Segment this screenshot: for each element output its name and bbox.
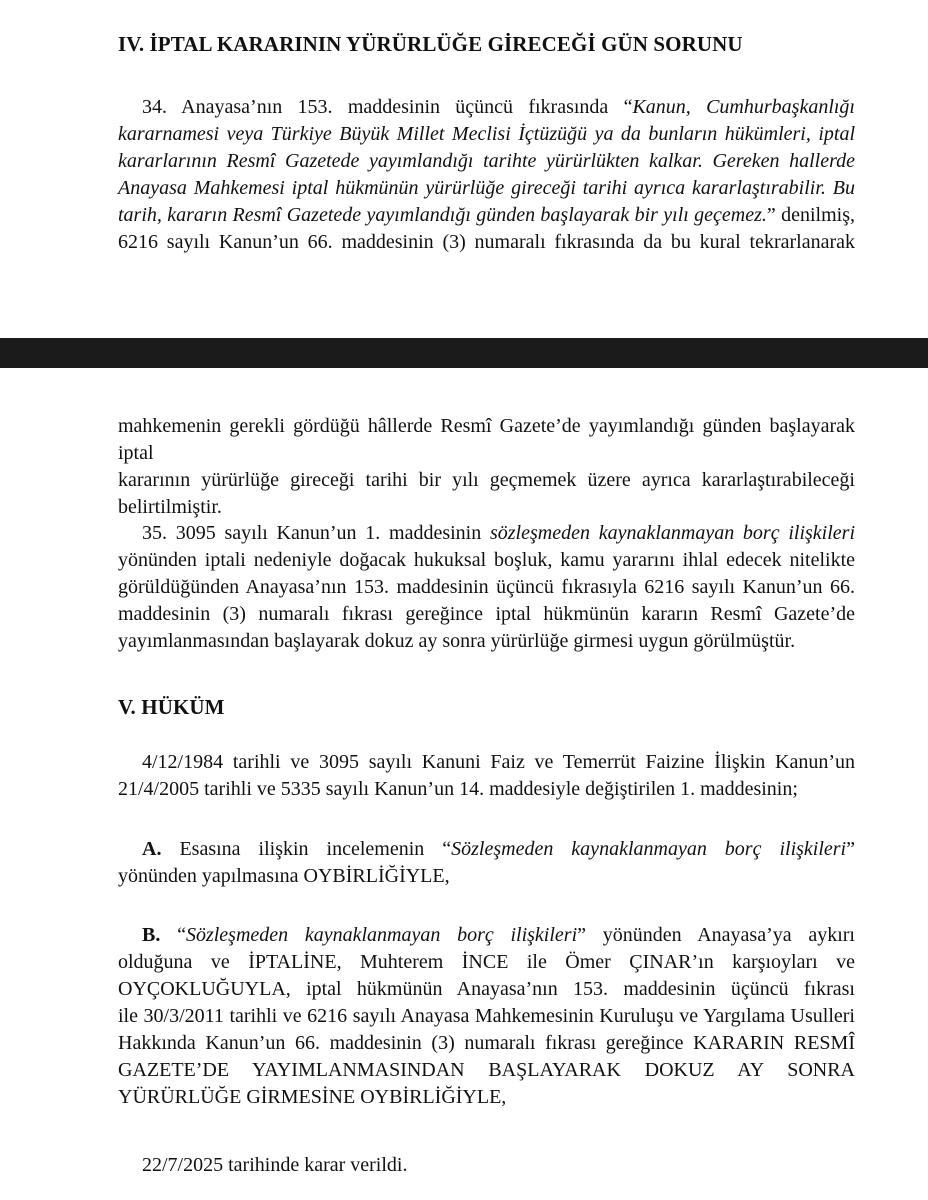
p34-line-4: Anayasa Mahkemesi iptal hükmünün yürürlüğe gireceği tarihi ayrıca kararlaştırabilir. Bu bbox=[118, 177, 855, 199]
p34-line-1: 34. Anayasa’nın 153. maddesinin üçüncü fıkrasında “Kanun, Cumhurbaşkanlığı bbox=[142, 96, 855, 118]
item-b-line-7: YÜRÜRLÜĞE GİRMESİNE OYBİRLİĞİYLE, bbox=[118, 1086, 507, 1108]
p34-line-5: tarih, kararın Resmî Gazetede yayımlandığı günden başlayarak bir yılı geçemez.” denilmiş, bbox=[118, 204, 855, 226]
cont-line-3: belirtilmiştir. bbox=[118, 496, 222, 518]
p34-line-3: kararlarının Resmî Gazetede yayımlandığı tarihte yürürlükten kalkar. Gereken hallerde bbox=[118, 150, 855, 172]
item-b-line-4: ile 30/3/2011 tarihli ve 6216 sayılı Anayasa Mahkemesinin Kuruluşu ve Yargılama Usulleri bbox=[118, 1005, 855, 1027]
p35-line-3: görüldüğünden Anayasa’nın 153. maddesinin üçüncü fıkrasıyla 6216 sayılı Kanun’un 66. bbox=[118, 576, 855, 598]
p34-line-6: 6216 sayılı Kanun’un 66. maddesinin (3) numaralı fıkrasında da bu kural tekrarlanarak bbox=[118, 231, 855, 253]
cont-line-1: mahkemenin gerekli gördüğü hâllerde Resmî Gazete’de yayımlandığı günden başlayarak iptal bbox=[118, 415, 855, 464]
item-a-label: A. bbox=[142, 838, 162, 860]
intro-line-2: 21/4/2005 tarihli ve 5335 sayılı Kanun’un 14. maddesiyle değiştirilen 1. maddesinin; bbox=[118, 778, 798, 800]
p35-line-4: maddesinin (3) numaralı fıkrası gereğince iptal hükmünün kararın Resmî Gazete’de bbox=[118, 603, 855, 625]
page-break-band bbox=[0, 338, 928, 368]
p35-line-5: yayımlanmasından başlayarak dokuz ay sonra yürürlüğe girmesi uygun görülmüştür. bbox=[118, 630, 796, 652]
section-heading-v: V. HÜKÜM bbox=[118, 695, 225, 719]
paragraph-34 bbox=[118, 94, 855, 256]
item-a-line-2: yönünden yapılmasına OYBİRLİĞİYLE, bbox=[118, 865, 450, 887]
verdict-item-b bbox=[118, 922, 855, 1111]
item-b-label: B. bbox=[142, 924, 161, 946]
paragraph-35 bbox=[118, 520, 855, 655]
intro-line-1: 4/12/1984 tarihli ve 3095 sayılı Kanuni Faiz ve Temerrüt Faizine İlişkin Kanun’un bbox=[142, 751, 855, 773]
item-b-line-2: olduğuna ve İPTALİNE, Muhterem İNCE ile Ömer ÇINAR’ın karşıoyları ve bbox=[118, 951, 855, 973]
decision-date-line: 22/7/2025 tarihinde karar verildi. bbox=[142, 1154, 408, 1176]
item-b-line-5: Hakkında Kanun’un 66. maddesinin (3) numaralı fıkrası gereğince KARARIN RESMÎ bbox=[118, 1032, 855, 1054]
item-a-line-1: A. Esasına ilişkin incelemenin “Sözleşmeden kaynaklanmayan borç ilişkileri” bbox=[142, 838, 856, 860]
p35-line-2: yönünden iptali nedeniyle doğacak hukuksal boşluk, kamu yararını ihlal edecek nitelikte bbox=[118, 549, 855, 571]
section-heading-iv: IV. İPTAL KARARININ YÜRÜRLÜĞE GİRECEĞİ GÜN SORUNU bbox=[118, 32, 743, 56]
item-b-line-3: OYÇOKLUĞUYLA, iptal hükmünün Anayasa’nın 153. maddesinin üçüncü fıkrası bbox=[118, 978, 855, 1000]
verdict-intro bbox=[118, 749, 855, 803]
p35-line-1: 35. 3095 sayılı Kanun’un 1. maddesinin sözleşmeden kaynaklanmayan borç ilişkileri bbox=[142, 522, 855, 544]
item-b-line-6: GAZETE’DE YAYIMLANMASINDAN BAŞLAYARAK DOKUZ AY SONRA bbox=[118, 1059, 855, 1081]
item-b-line-1: B. “Sözleşmeden kaynaklanmayan borç ilişkileri” yönünden Anayasa’ya aykırı bbox=[142, 924, 855, 946]
cont-line-2: kararının yürürlüğe gireceği tarihi bir yılı geçmemek üzere ayrıca kararlaştırabileceği bbox=[118, 469, 855, 491]
paragraph-34-continuation bbox=[118, 413, 855, 521]
verdict-item-a bbox=[118, 836, 855, 890]
p34-line-2: kararnamesi veya Türkiye Büyük Millet Meclisi İçtüzüğü ya da bunların hükümleri, iptal bbox=[118, 123, 855, 145]
